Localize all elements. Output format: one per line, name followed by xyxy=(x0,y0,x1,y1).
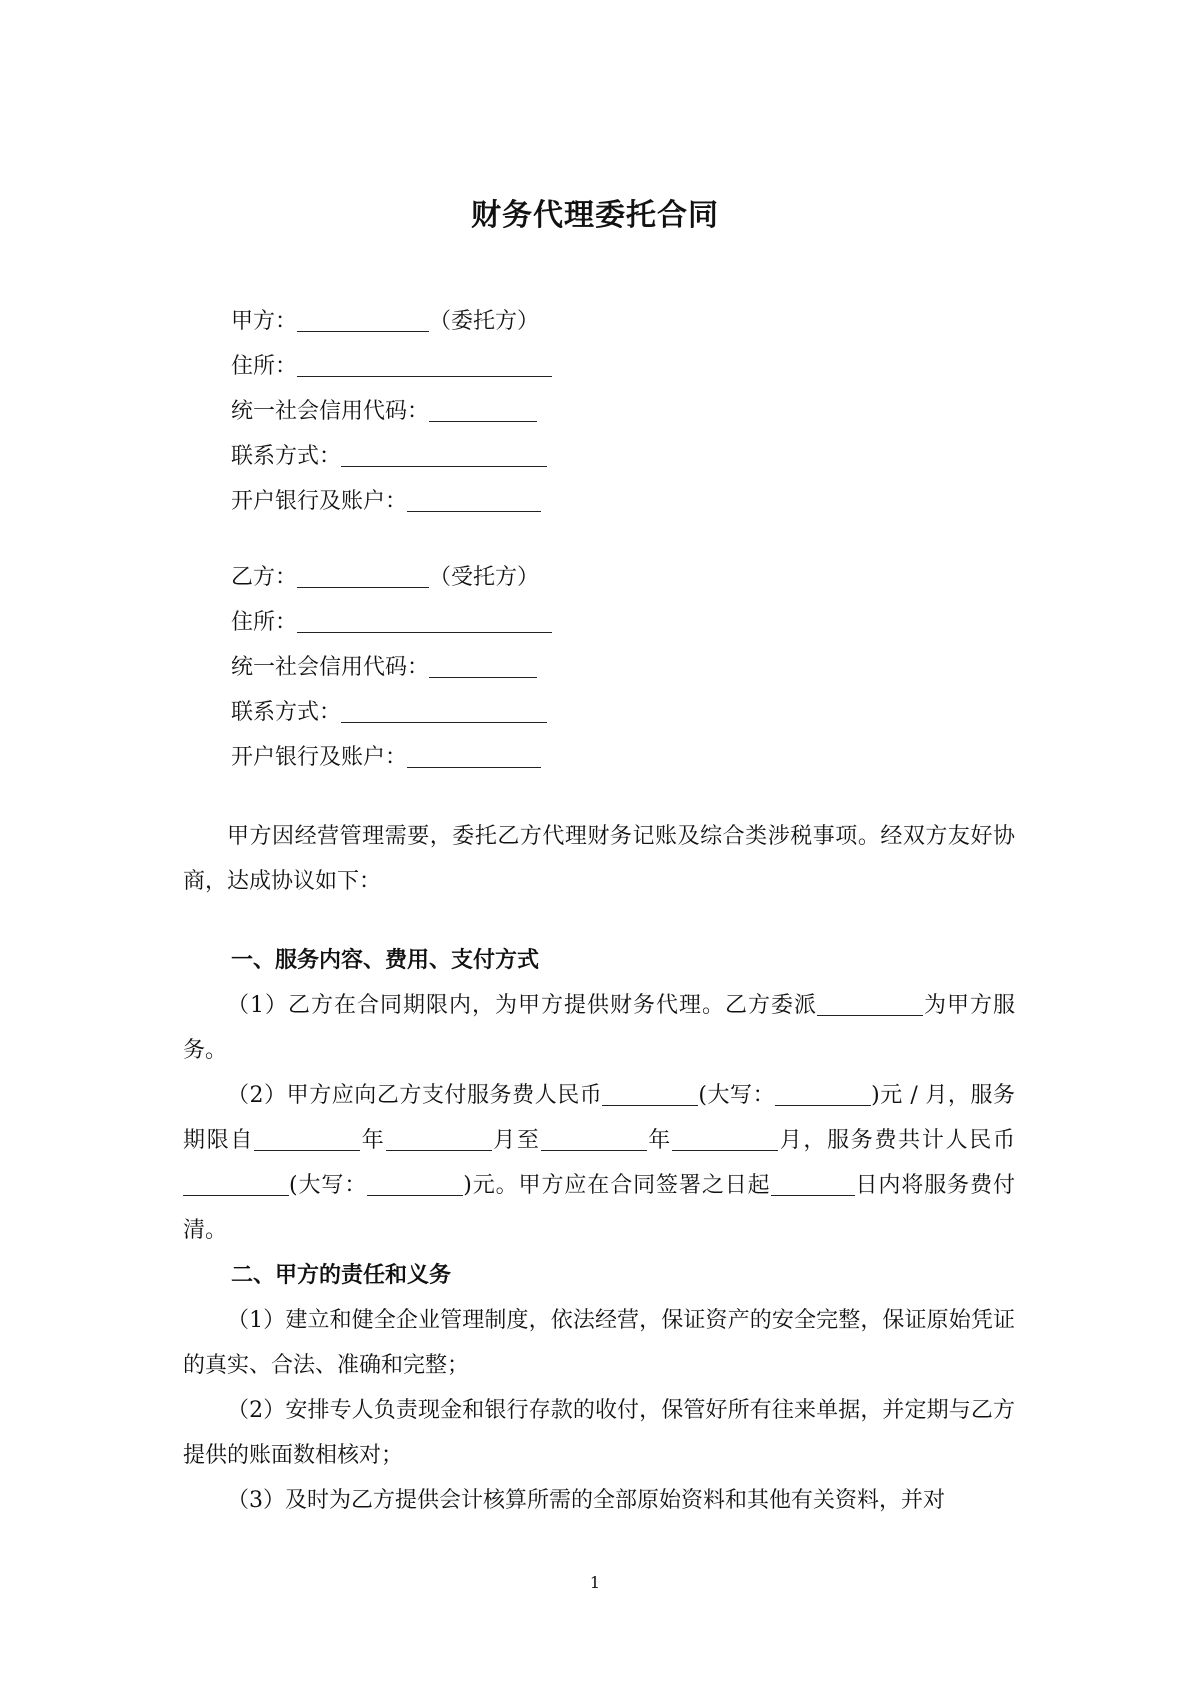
party-b-address-row xyxy=(231,603,791,648)
monthly-fee-capital-blank[interactable] xyxy=(775,1077,871,1106)
section-1-heading: 一、服务内容、费用、支付方式 xyxy=(231,947,540,973)
party-b-bank-label: 开户银行及账户： xyxy=(231,745,408,770)
intro-paragraph: 甲方因经营管理需要，委托乙方代理财务记账及综合类涉税事项。经双方友好协商，达成协议如下： xyxy=(183,824,1015,894)
section-1-item-2-text-f: 年 xyxy=(646,1128,672,1153)
end-month-blank[interactable] xyxy=(672,1122,778,1151)
total-fee-capital-blank[interactable] xyxy=(367,1167,463,1196)
section-1-item-2-text-g: 月，服务费共计人民币 xyxy=(778,1128,1015,1153)
section-1-item-2-text-c: )元 / 月，服务期限自 xyxy=(183,1083,1016,1153)
contract-title: 财务代理委托合同 xyxy=(471,198,719,233)
party-a-credit-code-row xyxy=(231,392,791,437)
section-1-item-1 xyxy=(183,983,1015,1073)
party-b-fields xyxy=(231,558,791,783)
party-a-name-label: 甲方： xyxy=(231,309,298,334)
party-b-contact-row xyxy=(231,693,791,738)
section-1-item-2-text-i: )元。甲方应在合同签署之日起 xyxy=(463,1173,771,1198)
assigned-staff-blank[interactable] xyxy=(817,987,923,1016)
party-b-bank-row xyxy=(231,738,791,783)
party-b-contact-blank[interactable] xyxy=(341,694,547,723)
party-a-contact-row xyxy=(231,437,791,482)
section-2-item-2: （2）安排专人负责现金和银行存款的收付，保管好所有往来单据，并定期与乙方提供的账面数相核对； xyxy=(183,1398,1015,1468)
section-2-item-1: （1）建立和健全企业管理制度，依法经营，保证资产的安全完整，保证原始凭证的真实、合法、准确和完整； xyxy=(183,1308,1015,1378)
party-a-name-suffix: （委托方） xyxy=(429,309,540,334)
party-b-bank-blank[interactable] xyxy=(407,739,541,768)
party-a-credit-code-label: 统一社会信用代码： xyxy=(231,399,430,424)
intro-block xyxy=(183,814,1015,904)
party-a-bank-label: 开户银行及账户： xyxy=(231,489,408,514)
party-a-bank-blank[interactable] xyxy=(407,483,541,512)
page-number: 1 xyxy=(589,1573,601,1592)
party-a-contact-label: 联系方式： xyxy=(231,444,342,469)
start-month-blank[interactable] xyxy=(386,1122,492,1151)
party-b-credit-code-row xyxy=(231,648,791,693)
section-1-item-2-text-a: （2）甲方应向乙方支付服务费人民币 xyxy=(227,1083,603,1108)
party-b-name-blank[interactable] xyxy=(297,559,429,588)
section-1-item-1-text-a: （1）乙方在合同期限内，为甲方提供财务代理。乙方委派 xyxy=(227,993,817,1018)
party-b-address-blank[interactable] xyxy=(297,604,552,633)
party-a-address-blank[interactable] xyxy=(297,348,552,377)
party-b-name-suffix: （受托方） xyxy=(429,565,540,590)
section-1-item-2-text-b: (大写： xyxy=(698,1083,776,1108)
total-fee-blank[interactable] xyxy=(183,1167,289,1196)
end-year-blank[interactable] xyxy=(541,1122,647,1151)
section-1-item-1-text-b: 为甲方服务。 xyxy=(183,993,1015,1063)
party-a-address-label: 住所： xyxy=(231,354,298,379)
section-2-item-3: （3）及时为乙方提供会计核算所需的全部原始资料和其他有关资料，并对 xyxy=(227,1488,945,1513)
party-a-credit-code-blank[interactable] xyxy=(429,393,537,422)
party-a-contact-blank[interactable] xyxy=(341,438,547,467)
party-b-name-label: 乙方： xyxy=(231,565,298,590)
party-a-address-row xyxy=(231,347,791,392)
party-a-fields xyxy=(231,302,791,527)
party-a-name-row xyxy=(231,302,791,347)
party-a-name-blank[interactable] xyxy=(297,303,429,332)
monthly-fee-blank[interactable] xyxy=(602,1077,698,1106)
party-b-contact-label: 联系方式： xyxy=(231,700,342,725)
section-1-item-2 xyxy=(183,1073,1015,1253)
party-b-credit-code-blank[interactable] xyxy=(429,649,537,678)
party-a-bank-row xyxy=(231,482,791,527)
section-1 xyxy=(183,938,1015,1253)
party-b-name-row xyxy=(231,558,791,603)
party-b-address-label: 住所： xyxy=(231,610,298,635)
party-b-credit-code-label: 统一社会信用代码： xyxy=(231,655,430,680)
payment-days-blank[interactable] xyxy=(771,1167,855,1196)
section-1-item-2-text-h: (大写： xyxy=(289,1173,368,1198)
section-2-heading: 二、甲方的责任和义务 xyxy=(231,1262,452,1288)
start-year-blank[interactable] xyxy=(254,1122,360,1151)
section-2 xyxy=(183,1253,1015,1523)
section-1-item-2-text-d: 年 xyxy=(360,1128,386,1153)
section-1-item-2-text-e: 月至 xyxy=(491,1128,541,1153)
section-1-item-2-text-j: 日内将服务费付清。 xyxy=(183,1173,1015,1243)
